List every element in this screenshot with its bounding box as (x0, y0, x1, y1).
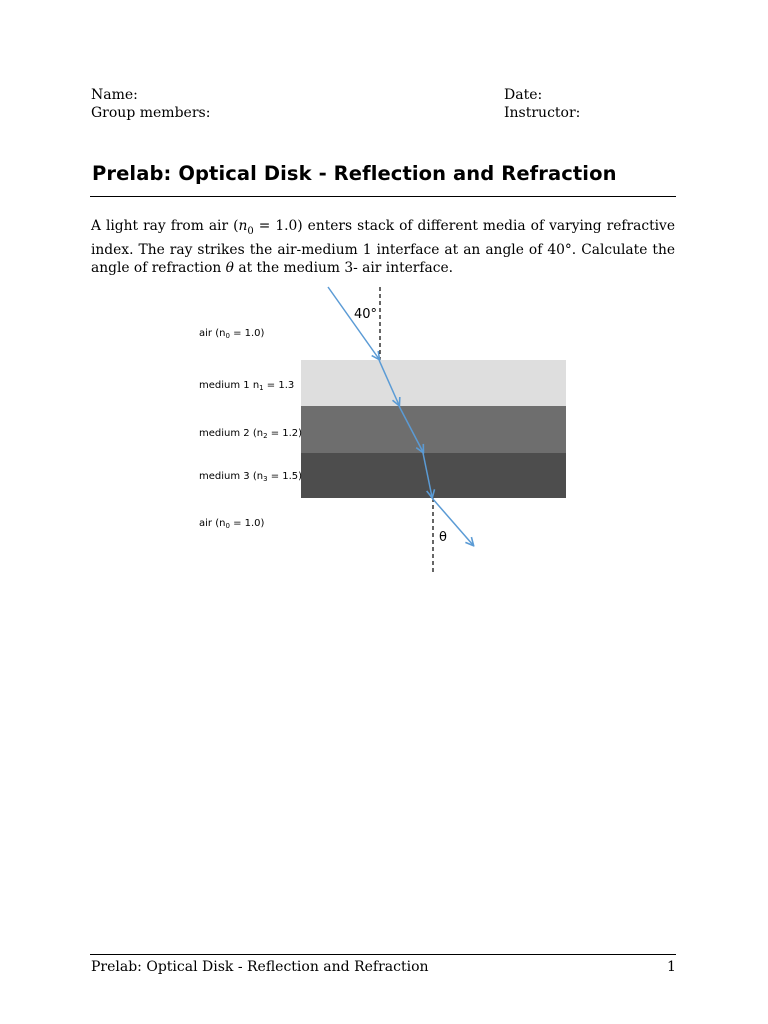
para-text-3: at the medium 3- air interface. (233, 259, 453, 276)
footer-title: Prelab: Optical Disk - Reflection and Refraction (91, 959, 429, 975)
layer-label-medium-1: medium 1 $n_1 = 1.3$ (199, 380, 295, 392)
theta-symbol: θ (225, 259, 234, 276)
name-label: Name: (91, 87, 138, 103)
incident-angle-label: 40° (354, 307, 378, 322)
page-title: Prelab: Optical Disk - Reflection and Refraction (92, 162, 617, 185)
medium-1-layer (301, 360, 566, 406)
ray-segment-air-in (328, 287, 379, 359)
exit-angle-label: θ (439, 530, 447, 545)
footer-rule (90, 954, 676, 955)
para-text-1: A light ray from air ( (91, 218, 239, 234)
medium-2-layer (301, 406, 566, 453)
medium-3-layer (301, 453, 566, 498)
para-text-2: = 1.0) enters stack of different media of varying refractive index. The ray strikes the air-medium 1 interface at an angle of 40°. Calculate the angle of refraction (91, 218, 675, 276)
instructor-label: Instructor: (504, 105, 581, 121)
group-members-label: Group members: (91, 105, 211, 121)
date-label: Date: (504, 87, 543, 103)
n0-subscript: 0 (247, 225, 254, 237)
layer-label-medium-2: medium 2 $(n_2 = 1.2)$ (199, 428, 303, 440)
layer-label-air-bottom: air $(n_0 = 1.0)$ (199, 518, 265, 530)
layer-label-air-top: air $(n_0 = 1.0)$ (199, 328, 265, 340)
n0-symbol: n (238, 218, 248, 234)
page-number: 1 (667, 959, 676, 975)
layer-label-medium-3: medium 3 $(n_3 = 1.5)$ (199, 471, 303, 483)
